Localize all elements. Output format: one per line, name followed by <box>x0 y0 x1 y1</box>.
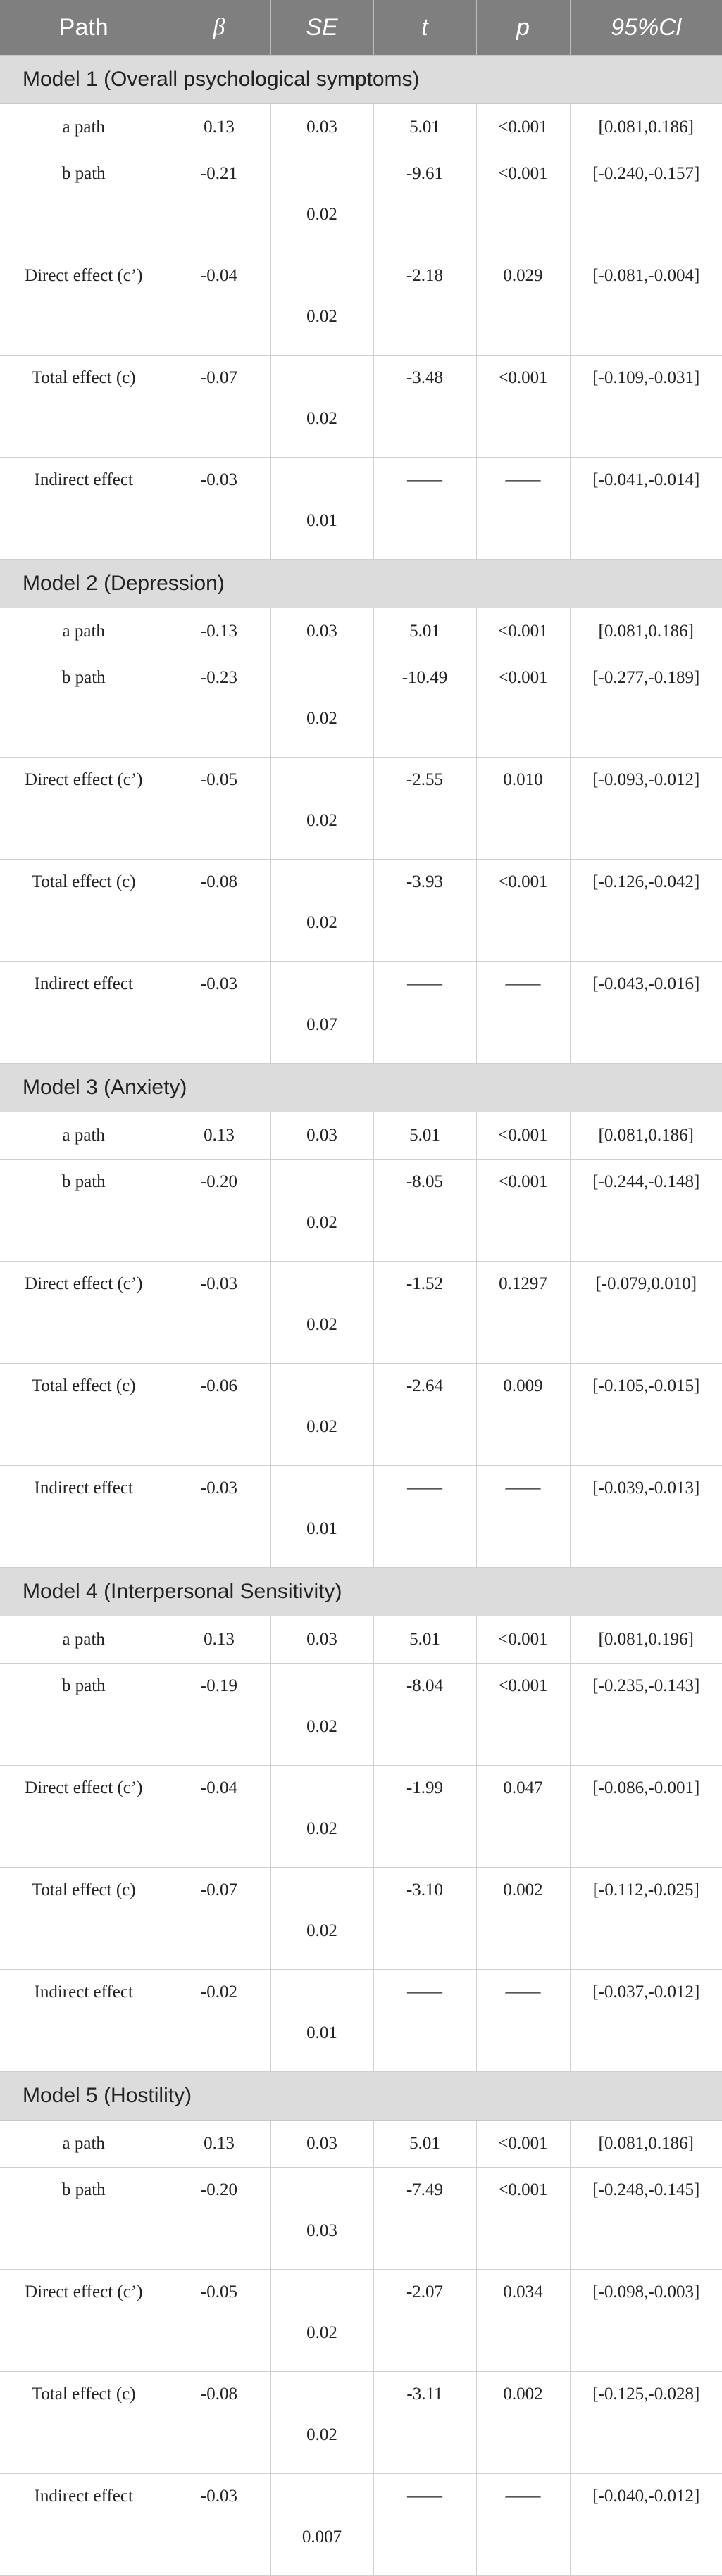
model-section-row <box>0 1568 722 1616</box>
se-cell: 0.03 <box>270 2121 373 2168</box>
ci-cell: [-0.277,-0.189] <box>570 655 722 758</box>
path-cell: Indirect effect <box>0 1466 168 1568</box>
p-cell: —— <box>476 2474 570 2576</box>
p-cell: <0.001 <box>476 1160 570 1262</box>
path-cell: Direct effect (c’) <box>0 2270 168 2372</box>
table-body <box>0 56 722 2576</box>
table-row <box>0 962 722 1064</box>
t-cell: -10.49 <box>373 655 476 758</box>
beta-cell: -0.07 <box>168 1868 270 1970</box>
table-row <box>0 104 722 151</box>
se-cell: 0.007 <box>270 2474 373 2576</box>
se-cell: 0.01 <box>270 458 373 560</box>
p-cell: —— <box>476 458 570 560</box>
path-cell: b path <box>0 1664 168 1766</box>
header-beta: β <box>168 0 270 56</box>
path-cell: a path <box>0 1112 168 1160</box>
se-cell: 0.02 <box>270 1868 373 1970</box>
beta-cell: -0.07 <box>168 356 270 458</box>
ci-cell: [-0.081,-0.004] <box>570 253 722 356</box>
p-cell: 0.047 <box>476 1766 570 1868</box>
t-cell: -7.49 <box>373 2168 476 2270</box>
p-cell: <0.001 <box>476 151 570 253</box>
beta-cell: -0.03 <box>168 458 270 560</box>
model-title: Model 5 (Hostility) <box>0 2072 722 2121</box>
path-cell: Direct effect (c’) <box>0 1262 168 1364</box>
model-section-row <box>0 2072 722 2121</box>
ci-cell: [-0.039,-0.013] <box>570 1466 722 1568</box>
ci-cell: [-0.248,-0.145] <box>570 2168 722 2270</box>
t-cell: —— <box>373 458 476 560</box>
beta-cell: -0.21 <box>168 151 270 253</box>
ci-cell: [-0.040,-0.012] <box>570 2474 722 2576</box>
table-row <box>0 1868 722 1970</box>
table-row <box>0 2372 722 2474</box>
se-cell: 0.02 <box>270 2372 373 2474</box>
beta-cell: -0.03 <box>168 1262 270 1364</box>
p-cell: <0.001 <box>476 1664 570 1766</box>
p-cell: <0.001 <box>476 1112 570 1160</box>
p-cell: 0.002 <box>476 1868 570 1970</box>
se-cell: 0.03 <box>270 1616 373 1664</box>
table-row <box>0 758 722 860</box>
p-cell: 0.034 <box>476 2270 570 2372</box>
beta-cell: -0.04 <box>168 1766 270 1868</box>
path-cell: Indirect effect <box>0 458 168 560</box>
header-path: Path <box>0 0 168 56</box>
table-row <box>0 356 722 458</box>
ci-cell: [-0.109,-0.031] <box>570 356 722 458</box>
table-row <box>0 2168 722 2270</box>
se-cell: 0.02 <box>270 1364 373 1466</box>
ci-cell: [0.081,0.186] <box>570 2121 722 2168</box>
t-cell: -9.61 <box>373 151 476 253</box>
t-cell: 5.01 <box>373 104 476 151</box>
model-title: Model 1 (Overall psychological symptoms) <box>0 56 722 104</box>
path-cell: Total effect (c) <box>0 1364 168 1466</box>
header-t: t <box>373 0 476 56</box>
t-cell: 5.01 <box>373 2121 476 2168</box>
table-row <box>0 608 722 655</box>
p-cell: —— <box>476 1970 570 2072</box>
path-cell: a path <box>0 104 168 151</box>
p-cell: —— <box>476 962 570 1064</box>
p-cell: <0.001 <box>476 2168 570 2270</box>
t-cell: -8.04 <box>373 1664 476 1766</box>
table-row <box>0 860 722 962</box>
t-cell: —— <box>373 962 476 1064</box>
model-section-row <box>0 56 722 104</box>
p-cell: 0.029 <box>476 253 570 356</box>
se-cell: 0.01 <box>270 1466 373 1568</box>
t-cell: -2.55 <box>373 758 476 860</box>
header-row <box>0 0 722 56</box>
path-cell: Direct effect (c’) <box>0 253 168 356</box>
table-row <box>0 1160 722 1262</box>
table-row <box>0 1664 722 1766</box>
beta-cell: -0.19 <box>168 1664 270 1766</box>
path-cell: Total effect (c) <box>0 1868 168 1970</box>
ci-cell: [-0.043,-0.016] <box>570 962 722 1064</box>
p-cell: <0.001 <box>476 608 570 655</box>
p-cell: 0.009 <box>476 1364 570 1466</box>
ci-cell: [0.081,0.186] <box>570 104 722 151</box>
header-p: p <box>476 0 570 56</box>
se-cell: 0.02 <box>270 860 373 962</box>
t-cell: —— <box>373 2474 476 2576</box>
table-row <box>0 253 722 356</box>
se-cell: 0.02 <box>270 1766 373 1868</box>
p-cell: 0.010 <box>476 758 570 860</box>
table-row <box>0 151 722 253</box>
header-se: SE <box>270 0 373 56</box>
p-cell: —— <box>476 1466 570 1568</box>
t-cell: 5.01 <box>373 1616 476 1664</box>
t-cell: —— <box>373 1970 476 2072</box>
path-cell: Indirect effect <box>0 2474 168 2576</box>
ci-cell: [-0.098,-0.003] <box>570 2270 722 2372</box>
path-cell: Direct effect (c’) <box>0 1766 168 1868</box>
p-cell: 0.002 <box>476 2372 570 2474</box>
model-title: Model 4 (Interpersonal Sensitivity) <box>0 1568 722 1616</box>
model-title: Model 2 (Depression) <box>0 560 722 608</box>
se-cell: 0.02 <box>270 356 373 458</box>
p-cell: <0.001 <box>476 860 570 962</box>
se-cell: 0.02 <box>270 1262 373 1364</box>
table-row <box>0 655 722 758</box>
ci-cell: [-0.093,-0.012] <box>570 758 722 860</box>
table-row <box>0 1970 722 2072</box>
beta-cell: -0.23 <box>168 655 270 758</box>
se-cell: 0.03 <box>270 1112 373 1160</box>
ci-cell: [-0.235,-0.143] <box>570 1664 722 1766</box>
table-row <box>0 1466 722 1568</box>
path-cell: Direct effect (c’) <box>0 758 168 860</box>
se-cell: 0.02 <box>270 758 373 860</box>
t-cell: -1.52 <box>373 1262 476 1364</box>
path-cell: b path <box>0 655 168 758</box>
se-cell: 0.02 <box>270 1664 373 1766</box>
beta-cell: -0.05 <box>168 2270 270 2372</box>
beta-cell: -0.05 <box>168 758 270 860</box>
ci-cell: [-0.079,0.010] <box>570 1262 722 1364</box>
model-title: Model 3 (Anxiety) <box>0 1064 722 1112</box>
t-cell: 5.01 <box>373 1112 476 1160</box>
table-row <box>0 458 722 560</box>
path-cell: Indirect effect <box>0 962 168 1064</box>
beta-cell: -0.20 <box>168 1160 270 1262</box>
ci-cell: [-0.086,-0.001] <box>570 1766 722 1868</box>
path-cell: a path <box>0 608 168 655</box>
se-cell: 0.02 <box>270 151 373 253</box>
ci-cell: [-0.105,-0.015] <box>570 1364 722 1466</box>
se-cell: 0.02 <box>270 1160 373 1262</box>
p-cell: <0.001 <box>476 356 570 458</box>
ci-cell: [-0.244,-0.148] <box>570 1160 722 1262</box>
beta-cell: 0.13 <box>168 2121 270 2168</box>
table-row <box>0 1766 722 1868</box>
se-cell: 0.01 <box>270 1970 373 2072</box>
table-row <box>0 1262 722 1364</box>
path-cell: Total effect (c) <box>0 356 168 458</box>
beta-cell: -0.08 <box>168 860 270 962</box>
p-cell: <0.001 <box>476 104 570 151</box>
beta-cell: -0.03 <box>168 2474 270 2576</box>
path-cell: a path <box>0 1616 168 1664</box>
ci-cell: [-0.037,-0.012] <box>570 1970 722 2072</box>
table-row <box>0 1616 722 1664</box>
ci-cell: [-0.240,-0.157] <box>570 151 722 253</box>
beta-cell: -0.03 <box>168 1466 270 1568</box>
p-cell: <0.001 <box>476 1616 570 1664</box>
path-cell: b path <box>0 1160 168 1262</box>
beta-cell: -0.02 <box>168 1970 270 2072</box>
t-cell: -2.18 <box>373 253 476 356</box>
table-row <box>0 2270 722 2372</box>
se-cell: 0.02 <box>270 655 373 758</box>
ci-cell: [0.081,0.186] <box>570 1112 722 1160</box>
model-section-row <box>0 1064 722 1112</box>
t-cell: -8.05 <box>373 1160 476 1262</box>
t-cell: -3.48 <box>373 356 476 458</box>
table-row <box>0 2121 722 2168</box>
table-row <box>0 2474 722 2576</box>
path-cell: b path <box>0 151 168 253</box>
table-header <box>0 0 722 56</box>
beta-cell: 0.13 <box>168 1616 270 1664</box>
model-section-row <box>0 560 722 608</box>
se-cell: 0.03 <box>270 608 373 655</box>
header-ci: 95%Cl <box>570 0 722 56</box>
table-row <box>0 1112 722 1160</box>
ci-cell: [-0.126,-0.042] <box>570 860 722 962</box>
t-cell: —— <box>373 1466 476 1568</box>
p-cell: <0.001 <box>476 655 570 758</box>
beta-cell: 0.13 <box>168 104 270 151</box>
table-row <box>0 1364 722 1466</box>
ci-cell: [-0.041,-0.014] <box>570 458 722 560</box>
path-cell: Total effect (c) <box>0 860 168 962</box>
path-cell: a path <box>0 2121 168 2168</box>
t-cell: 5.01 <box>373 608 476 655</box>
beta-cell: -0.06 <box>168 1364 270 1466</box>
ci-cell: [-0.112,-0.025] <box>570 1868 722 1970</box>
se-cell: 0.07 <box>270 962 373 1064</box>
se-cell: 0.02 <box>270 2270 373 2372</box>
t-cell: -1.99 <box>373 1766 476 1868</box>
t-cell: -2.07 <box>373 2270 476 2372</box>
p-cell: 0.1297 <box>476 1262 570 1364</box>
beta-cell: -0.13 <box>168 608 270 655</box>
t-cell: -2.64 <box>373 1364 476 1466</box>
t-cell: -3.93 <box>373 860 476 962</box>
beta-cell: -0.04 <box>168 253 270 356</box>
ci-cell: [-0.125,-0.028] <box>570 2372 722 2474</box>
beta-cell: -0.20 <box>168 2168 270 2270</box>
ci-cell: [0.081,0.196] <box>570 1616 722 1664</box>
beta-cell: -0.03 <box>168 962 270 1064</box>
se-cell: 0.02 <box>270 253 373 356</box>
beta-cell: -0.08 <box>168 2372 270 2474</box>
t-cell: -3.10 <box>373 1868 476 1970</box>
path-cell: b path <box>0 2168 168 2270</box>
path-cell: Total effect (c) <box>0 2372 168 2474</box>
se-cell: 0.03 <box>270 2168 373 2270</box>
p-cell: <0.001 <box>476 2121 570 2168</box>
path-cell: Indirect effect <box>0 1970 168 2072</box>
se-cell: 0.03 <box>270 104 373 151</box>
ci-cell: [0.081,0.186] <box>570 608 722 655</box>
beta-cell: 0.13 <box>168 1112 270 1160</box>
t-cell: -3.11 <box>373 2372 476 2474</box>
